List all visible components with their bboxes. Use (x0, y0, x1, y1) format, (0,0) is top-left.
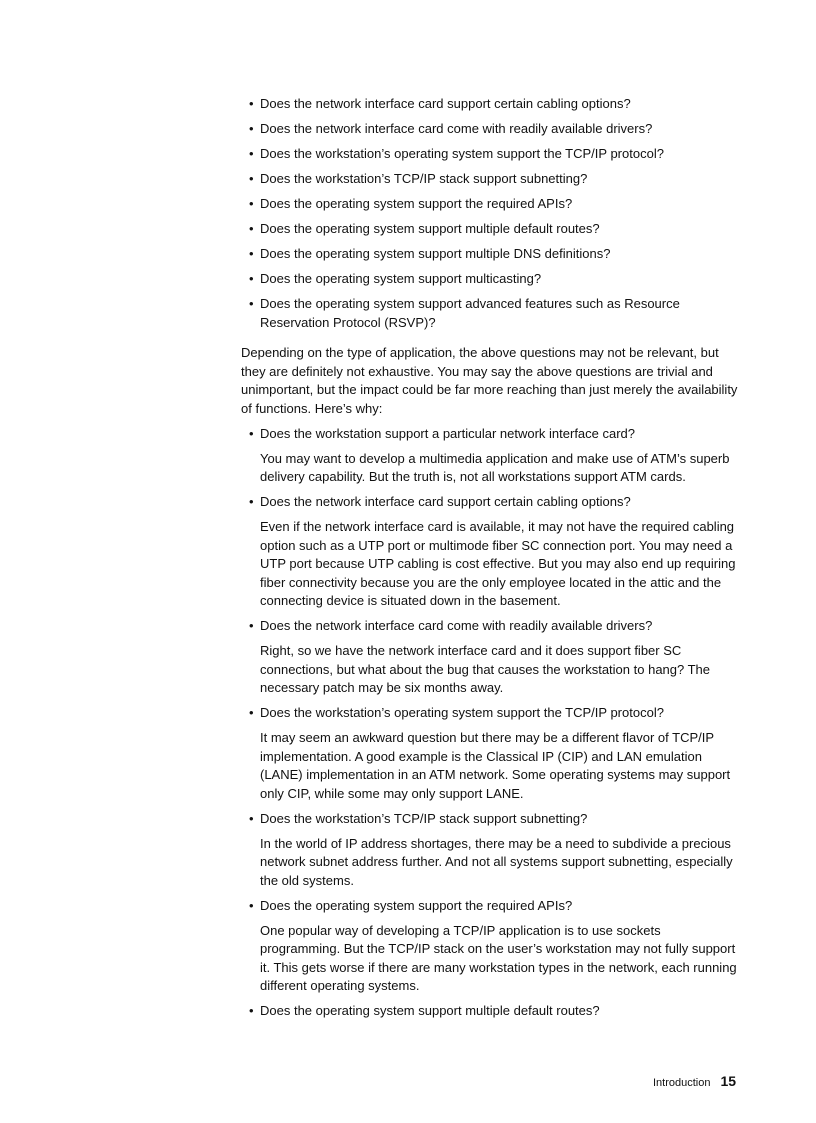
bullet-icon: • (249, 146, 254, 161)
list-item (241, 897, 741, 916)
list-item (241, 270, 741, 289)
explained-question-list (241, 493, 741, 512)
bullet-icon: • (249, 425, 254, 441)
explained-question-list (241, 810, 741, 829)
bullet-icon: • (249, 196, 254, 211)
explained-question-list (241, 897, 741, 916)
page-footer (653, 1072, 743, 1093)
explained-question-list (241, 425, 741, 444)
list-item-text: Does the operating system support multicasting? (260, 271, 542, 286)
list-item (241, 704, 741, 723)
list-item-text: Does the workstation’s TCP/IP stack support subnetting? (260, 171, 588, 186)
body-paragraph: Depending on the type of application, the above questions may not be relevant, but they are definitely not exhaustive. You may say the above questions are trivial and unimportant, but the impact could be far more reaching than just merely the availability of functions. Here’s why: (241, 345, 738, 416)
bullet-icon: • (249, 246, 254, 261)
answer-paragraph: Even if the network interface card is available, it may not have the required cabling option such as a UTP port or multimode fiber SC connection port. You may need a UTP port because UTP cabling is cost effective. But you may also end up requiring fiber connectivity because you are the only employee located in the attic and the connecting device is situated down in the basement. (260, 519, 736, 608)
question-text: Does the operating system support the required APIs? (260, 897, 573, 913)
page-content (241, 95, 741, 1027)
bullet-icon: • (249, 1003, 254, 1018)
question-text: Does the network interface card come with readily available drivers? (260, 618, 653, 633)
list-item (241, 170, 741, 189)
list-item-text: Does the workstation’s operating system support the TCP/IP protocol? (260, 146, 664, 161)
list-item (241, 493, 741, 512)
list-item (241, 145, 741, 164)
answer-paragraph: You may want to develop a multimedia application and make use of ATM’s superb delivery capability. But the truth is, not all workstations support ATM cards. (260, 450, 730, 484)
list-item-text: Does the operating system support the required APIs? (260, 196, 573, 211)
bullet-icon: • (249, 296, 254, 311)
list-item (241, 95, 741, 114)
bullet-icon: • (249, 221, 254, 236)
list-item (241, 1002, 741, 1021)
question-text: Does the workstation support a particular network interface card? (260, 425, 636, 441)
bullet-icon: • (249, 897, 254, 913)
list-item (241, 120, 741, 139)
question-text: Does the workstation’s operating system support the TCP/IP protocol? (260, 705, 664, 720)
list-item-text: Does the network interface card support certain cabling options? (260, 96, 631, 111)
answer-paragraph: Right, so we have the network interface card and it does support fiber SC connections, but what about the bug that causes the workstation to hang? The necessary patch may be six months away. (260, 643, 711, 695)
question-text: Does the operating system support multiple default routes? (260, 1003, 600, 1018)
explained-question-list (241, 617, 741, 636)
intro-question-list (241, 95, 741, 332)
list-item-text: Does the operating system support multiple DNS definitions? (260, 246, 611, 261)
bullet-icon: • (249, 494, 254, 509)
answer-paragraph: One popular way of developing a TCP/IP application is to use sockets programming. But the TCP/IP stack on the user’s workstation may not fully support it. This gets worse if there are many workstation types in the network, each running different operating systems. (260, 922, 737, 993)
bullet-icon: • (249, 96, 254, 111)
list-item (241, 220, 741, 239)
bullet-icon: • (249, 618, 254, 633)
answer-paragraph: In the world of IP address shortages, there may be a need to subdivide a precious network subnet address further. And not all systems support subnetting, especially the old systems. (260, 835, 733, 888)
question-text: Does the network interface card support certain cabling options? (260, 494, 631, 509)
list-item (241, 810, 741, 829)
bullet-icon: • (249, 271, 254, 286)
list-item (241, 617, 741, 636)
list-item-text: Does the operating system support advanced features such as Resource Reservation Protocol (RSVP)? (260, 296, 680, 330)
question-text: Does the workstation’s TCP/IP stack support subnetting? (260, 810, 588, 826)
list-item-text: Does the network interface card come with readily available drivers? (260, 121, 653, 136)
explained-question-list (241, 1002, 741, 1021)
list-item (241, 195, 741, 214)
list-item (241, 245, 741, 264)
bullet-icon: • (249, 705, 254, 720)
bullet-icon: • (249, 810, 254, 826)
list-item-text: Does the operating system support multiple default routes? (260, 221, 600, 236)
answer-paragraph: It may seem an awkward question but there may be a different flavor of TCP/IP implementation. A good example is the Classical IP (CIP) and LAN emulation (LANE) implementation in an ATM network. Some operating systems may support only CIP, while some may only support LANE. (260, 730, 731, 801)
page-number: 15 (720, 1073, 737, 1089)
list-item (241, 295, 741, 332)
bullet-icon: • (249, 121, 254, 136)
explained-question-list (241, 704, 741, 723)
list-item (241, 425, 741, 444)
bullet-icon: • (249, 171, 254, 186)
footer-section-title: Introduction (653, 1077, 711, 1089)
